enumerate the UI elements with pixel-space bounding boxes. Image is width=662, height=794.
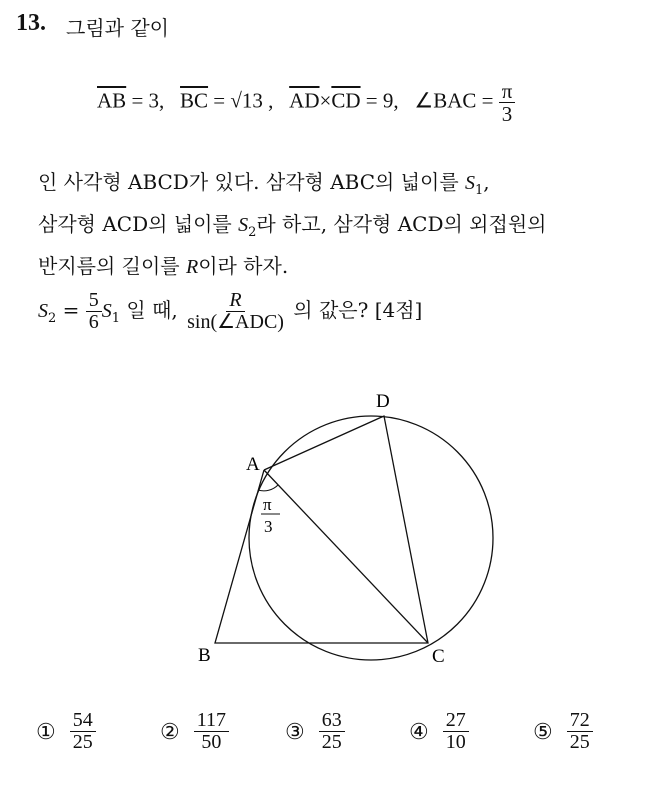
angle-bac: ∠BAC = [414, 88, 494, 113]
choice-fraction [567, 710, 593, 753]
ab-value: = 3, [131, 88, 165, 113]
var-s: S [238, 214, 249, 236]
choice-mark: ③ [285, 718, 305, 744]
choice-mark: ⑤ [533, 718, 553, 744]
subscript: 1 [475, 183, 484, 198]
var-s: S [38, 300, 48, 322]
problem-intro: 그림과 같이 [66, 16, 169, 40]
numerator: 117 [194, 710, 229, 732]
label-c: C [432, 646, 445, 667]
numerator: 5 [86, 290, 102, 312]
problem-number: 13. [16, 10, 46, 36]
choice-4[interactable] [409, 710, 469, 753]
denominator: 25 [321, 731, 342, 753]
times-sign: × [319, 88, 332, 113]
label-d: D [376, 391, 390, 412]
numerator: 54 [70, 710, 96, 732]
angle-numerator: π [263, 495, 272, 514]
choice-fraction [443, 710, 469, 753]
text: 인 사각형 ABCD가 있다. 삼각형 ABC의 넓이를 [38, 170, 466, 194]
choice-fraction [194, 710, 229, 753]
denominator: 25 [72, 731, 93, 753]
denominator: 50 [201, 731, 222, 753]
angle-denominator: 3 [264, 517, 273, 536]
segment-ab: $\overline{AB}$ [97, 88, 127, 113]
choice-3[interactable] [285, 710, 345, 753]
denominator: 10 [445, 731, 466, 753]
label-a: A [246, 454, 260, 475]
subscript: 2 [248, 225, 257, 240]
choice-2[interactable] [160, 710, 229, 753]
text: 반지름의 길이를 [38, 254, 186, 278]
numerator: π [499, 80, 516, 103]
var-s: S [101, 300, 112, 322]
numerator: 72 [567, 710, 593, 732]
adcd-value: = 9, [365, 88, 399, 113]
choice-mark: ④ [409, 718, 429, 744]
denominator: 6 [88, 311, 99, 333]
text: 일 때, [120, 298, 185, 322]
choice-fraction [319, 710, 345, 753]
circumcircle [249, 416, 493, 660]
var-s: S [465, 172, 476, 194]
text: , [483, 170, 490, 194]
bc-value: √13 , [230, 88, 274, 113]
segment-cd: $\overline{CD}$ [331, 88, 361, 113]
choice-1[interactable] [36, 710, 96, 753]
text: 이라 하자. [198, 254, 289, 278]
diagonal-ac [264, 470, 428, 643]
text: 의 값은? [4점] [286, 298, 423, 322]
numerator: 27 [443, 710, 469, 732]
bc-equals: = [213, 88, 226, 113]
subscript: 2 [48, 311, 57, 326]
denominator: 3 [501, 102, 513, 127]
choice-mark: ① [36, 718, 56, 744]
text: 삼각형 ACD의 넓이를 [38, 212, 239, 236]
denominator: 25 [569, 731, 590, 753]
choice-fraction [70, 710, 96, 753]
choice-mark: ② [160, 718, 180, 744]
var-r: R [185, 256, 199, 278]
equals: = [56, 298, 86, 322]
choice-5[interactable] [533, 710, 593, 753]
subscript: 1 [111, 311, 121, 326]
denominator: sin(∠ADC) [187, 311, 284, 333]
numerator: 63 [319, 710, 345, 732]
segment-ad: $\overline{AD}$ [289, 88, 320, 113]
text: 라 하고, 삼각형 ACD의 외접원의 [256, 212, 547, 236]
segment-bc: $\overline{BC}$ [180, 88, 209, 113]
label-b: B [198, 645, 211, 666]
numerator: R [226, 290, 244, 312]
